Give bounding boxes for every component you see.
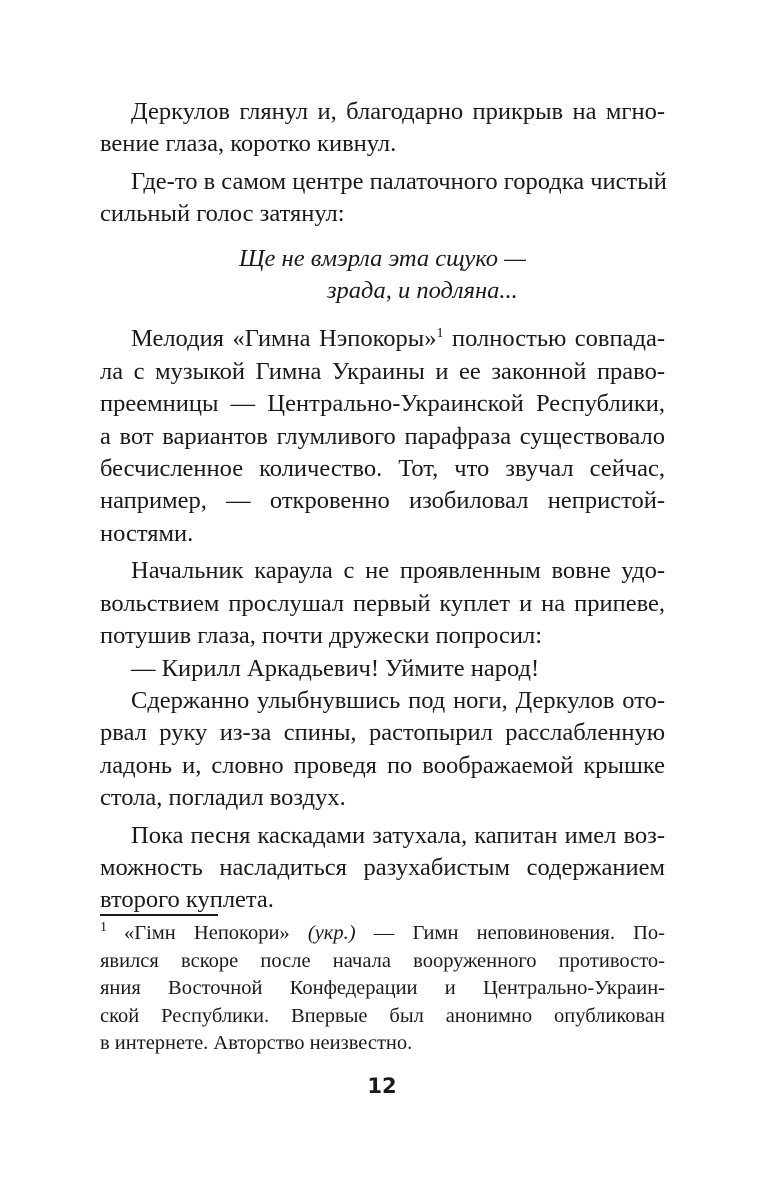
text-line: Пока песня каскадами затухала, капитан имел воз- xyxy=(131,821,665,849)
paragraph xyxy=(100,555,665,652)
text-line: бесчисленное количество. Тот, что звучал сейчас, xyxy=(100,455,665,483)
text-line: сильный голос затянул: xyxy=(100,200,345,228)
footnote-line: ской Республики. Впервые был анонимно опубликован xyxy=(100,1004,665,1027)
text-line: вение глаза, коротко кивнул. xyxy=(100,130,397,158)
verse-epigraph xyxy=(100,243,665,308)
text-line: стола, погладил воздух. xyxy=(100,784,346,812)
footnote-quote: «Гімн Непокори» xyxy=(124,922,290,944)
footnote-reference: 1 xyxy=(436,326,444,342)
footnote-line: явился вскоре после начала вооруженного противосто- xyxy=(100,949,665,972)
text-line: можность насладиться разухабистым содержанием xyxy=(100,853,665,881)
paragraph xyxy=(100,323,665,550)
text-line: а вот вариантов глумливого парафраза существовало xyxy=(100,422,665,450)
text-line: потушив глаза, почти дружески попросил: xyxy=(100,622,543,650)
text-fragment: Мелодия «Гимна Нэпокоры» xyxy=(131,325,437,353)
text-line: второго куплета. xyxy=(100,886,274,914)
paragraph xyxy=(100,653,665,685)
verse-line: зрада, и подляна... xyxy=(327,277,518,305)
footnote-divider xyxy=(100,914,218,916)
verse-line: Ще не вмэрла эта сщуко — xyxy=(239,244,526,272)
footnote-line: 1 «Гімн Непокори» (укр.) — Гимн неповиновения. По- xyxy=(100,920,666,944)
page-number: 12 xyxy=(367,1074,397,1098)
footnote-text: — Гимн неповиновения. По- xyxy=(373,922,666,944)
paragraph xyxy=(100,96,665,161)
text-line: Где-то в самом центре палаточного городка чистый xyxy=(131,167,667,195)
text-line: рвал руку из-за спины, растопырил расслабленную xyxy=(100,719,665,747)
text-line: вольствием прослушал первый куплет и на припеве, xyxy=(100,589,665,617)
text-line xyxy=(100,323,665,355)
text-line: Деркулов глянул и, благодарно прикрыв на мгно- xyxy=(131,98,665,125)
paragraph xyxy=(100,166,665,231)
paragraph xyxy=(100,820,665,917)
paragraph xyxy=(100,685,665,815)
footnote xyxy=(100,920,665,1058)
text-line: например, — откровенно изобиловал непристой- xyxy=(100,487,665,515)
footnote-line: яния Восточной Конфедерации и Центрально-Украин- xyxy=(100,977,665,999)
text-line: Начальник караула с не проявленным вовне удо- xyxy=(131,557,665,585)
text-line: ностями. xyxy=(100,519,194,547)
text-fragment: полностью совпада- xyxy=(443,325,665,353)
footnote-line: в интернете. Авторство неизвестно. xyxy=(100,1032,413,1054)
main-text xyxy=(100,96,665,917)
footnote-abbreviation: (укр.) xyxy=(307,922,356,944)
text-line: преемницы — Центрально-Украинской Республики, xyxy=(100,390,665,418)
text-line: — Кирилл Аркадьевич! Уймите народ! xyxy=(131,654,540,682)
text-line: Сдержанно улыбнувшись под ноги, Деркулов ото- xyxy=(131,686,665,714)
text-line: ладонь и, словно проведя по воображаемой крышке xyxy=(100,751,665,779)
text-line: ла с музыкой Гимна Украины и ее законной право- xyxy=(100,357,665,385)
